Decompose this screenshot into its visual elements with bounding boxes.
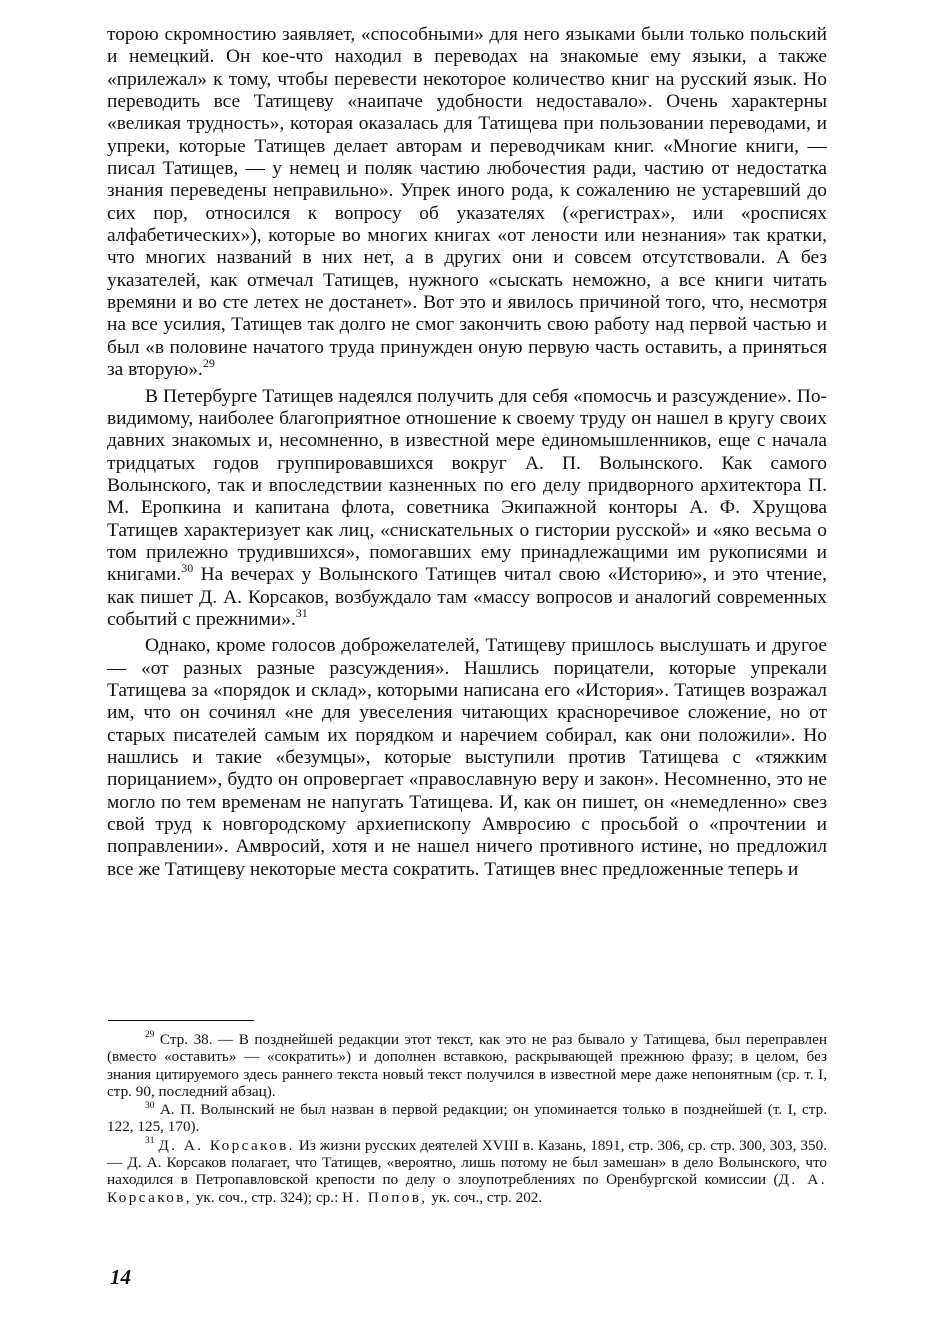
footnote — [107, 1101, 827, 1136]
footnote-text: ук. соч., стр. 202. — [427, 1188, 543, 1206]
page-number: 14 — [110, 1265, 131, 1289]
paragraph-text: В Петербурге Татищев надеялся получить для себя «помосчь и разсуждение». По-видимому, наиболее благоприятное отношение к своему труду он нашел в кругу своих давних знакомых и, несомненно, в известной мере единомышленников, еще с начала тридцатых годов группировавшихся вокруг А. П. Волынского. Как самого Волынского, так и впоследствии казненных по его делу придворного архитектора П. М. Еропкина и капитана флота, советника Экипажной конторы А. Ф. Хрущова Татищев характеризует как лиц, «снискательных о гистории русской» и «яко весьма о том прилежно трудившихся», помогавших ему принадлежащими им рукописями и книгами. — [107, 385, 827, 586]
footnote-author: Н. Попов, — [342, 1188, 428, 1206]
main-text — [107, 24, 827, 881]
footnote — [107, 1031, 827, 1100]
footnote-number: 29 — [145, 1030, 155, 1041]
footnote — [107, 1137, 827, 1206]
footnote-number: 30 — [145, 1100, 155, 1111]
paragraph — [107, 24, 827, 382]
footnote-text: Из жизни русских деятелей XVIII в. Казань, 1891, стр. 306, ср. стр. 300, 303, 350. — Д. А. Корсаков полагает, что Татищев, «вероятно, лишь потому не был замешан» в дело Волынского, что находился в Петропавловской крепости по делу о злоупотреблениях по Оренбургской комиссии ( — [107, 1136, 827, 1189]
footnote-author: Д. А. Корсаков, — [107, 1171, 827, 1206]
paragraph-text-continued: На вечерах у Волынского Татищев читал свою «Историю», и это чтение, как пишет Д. А. Корсаков, возбуждало там «массу вопросов и аналогий современных событий с прежними». — [107, 564, 827, 630]
footnote-text: А. П. Волынский не был назван в первой редакции; он упоминается только в позднейшей (т. I, стр. 122, 125, 170). — [107, 1101, 827, 1136]
footnote-ref[interactable]: 31 — [295, 605, 308, 620]
paragraph-text: торою скромностию заявляет, «способными» для него языками были только польский и немецкий. Он кое-что находил в переводах на знакомые ему языки, а также «прилежал» к тому, чтобы перевести некоторое количество книг на русский язык. Но переводить все Татищеву «наипаче удобности недоставало». Очень характерны «великая трудность», которая оказалась для Татищева при пользовании переводами, и упреки, которые Татищев делает авторам и переводчикам книг. «Многие книги, — писал Татищев, — у немец и поляк частию любочестия ради, частию от недостатка знания переведены неправильно». Упрек иного рода, к сожалению не устаревший до сих пор, относился к вопросу об указателях («регистрах», или «росписях алфабетических»), которые во многих книгах «от лености или незнания» так кратки, что многих названий в них нет, а в других они и совсем отсутствовали. А без указателей, как отмечал Татищев, нужного «сыскать неможно, а все книги читать времяни и во сте летех не достанет». Вот это и явилось причиной того, что, несмотря на все усилия, Татищев так долго не смог закончить свою работу над первой частью и был «в половине начатого труда принужден оную первую часть оставить, а приняться за вторую». — [107, 24, 827, 381]
paragraph — [107, 635, 827, 881]
paragraph — [107, 386, 827, 632]
footnote-text: ук. соч., стр. 324); ср.: — [192, 1188, 343, 1206]
footnote-ref[interactable]: 30 — [181, 561, 194, 576]
footnote-text: Стр. 38. — В позднейшей редакции этот текст, как это не раз бывало у Татищева, был переправлен (вместо «оставить» — «сократить») и дополнен вставкою, раскрывающей прежнюю фразу; в целом, без знания цитируемого здесь раннего текста новый текст получился в известной мере даже непонятным (ср. т. I, стр. 90, последний абзац). — [107, 1031, 828, 1100]
footnote-ref[interactable]: 29 — [202, 356, 215, 371]
paragraph-text: Однако, кроме голосов доброжелателей, Татищеву пришлось выслушать и другое — «от разных разные разсуждения». Нашлись порицатели, которые упрекали Татищева за «порядок и склад», которыми написана его «История». Татищев возражал им, что он сочинял «не для увеселения читающих красноречивое сложение, но от старых писателей самым их порядком и наречием собирал, как они положили». Но нашлись и такие «безумцы», которые выступили против Татищева с «тяжким порицанием», будто он опровергает «православную веру и закон». Несомненно, это не могло по тем временам не напугать Татищева. И, как он пишет, он «немедленно» свез свой труд к новгородскому архиепископу Амвросию с просьбой о «прочтении и поправлении». Амвросий, хотя и не нашел ничего противного истине, но предложил все же Татищеву некоторые места сократить. Татищев внес предложенные теперь и — [107, 635, 827, 880]
footnote-number: 31 — [145, 1136, 155, 1147]
footnote-divider — [108, 1020, 254, 1021]
footnotes — [107, 1031, 827, 1207]
footnote-author: Д. А. Корсаков. — [158, 1136, 295, 1154]
